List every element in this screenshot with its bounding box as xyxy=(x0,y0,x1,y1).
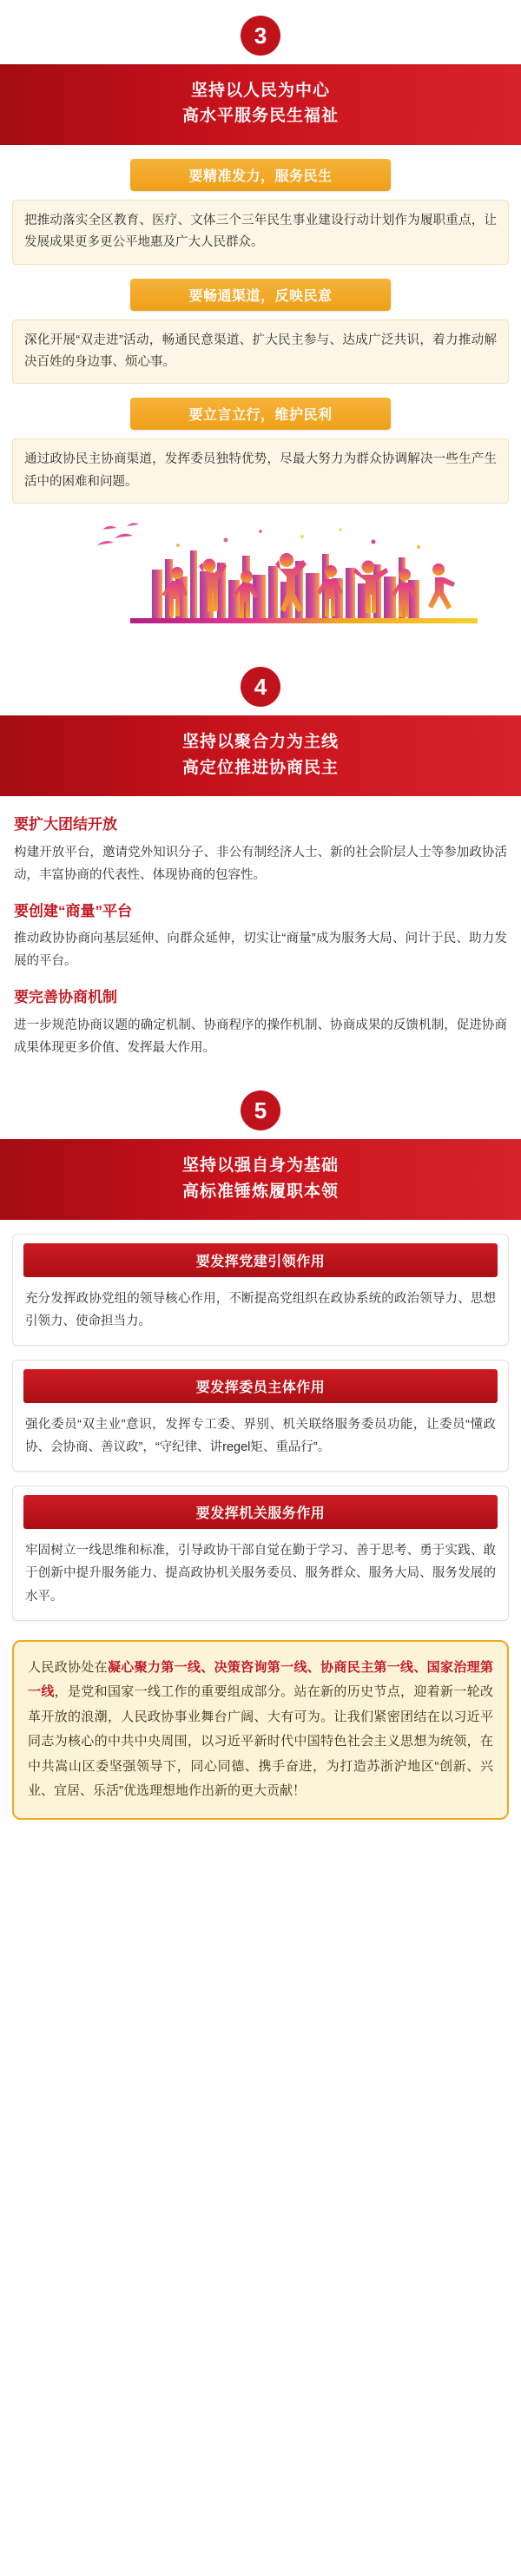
card-heading: 要发挥委员主体作用 xyxy=(23,1369,498,1403)
block-heading-pill: 要畅通渠道，反映民意 xyxy=(130,279,391,311)
people-celebrating-city-skyline-illustration xyxy=(0,516,521,646)
block-heading-pill: 要立言立行，维护民利 xyxy=(130,398,391,430)
section-banner xyxy=(0,1139,521,1220)
block-heading-pill: 要精准发力，服务民生 xyxy=(130,159,391,191)
block-text: 通过政协民主协商渠道，发挥委员独特优势，尽最大努力为群众协调解决一些生产生活中的困难和问题。 xyxy=(12,438,509,504)
section-3 xyxy=(0,0,521,646)
section-banner xyxy=(0,64,521,145)
block-text: 推动政协协商向基层延伸、向群众延伸，切实让“商量”成为服务大局、问计于民、助力发展的平台。 xyxy=(14,932,507,969)
closing-text-highlight: 凝心聚力第一线、决策咨询第一线、协商民主第一线、国家治理第一线 xyxy=(28,1659,493,1700)
spacer xyxy=(0,1059,521,1075)
block-text: 构建开放平台，邀请党外知识分子、非公有制经济人士、新的社会阶层人士等参加政协活动，丰富协商的代表性、体现协商的包容性。 xyxy=(14,845,507,882)
block-heading: 要扩大团结开放 xyxy=(14,816,117,833)
card-text: 牢固树立一线思维和标准，引导政协干部自觉在勤于学习、善于思考、勇于实践、敢于创新中提升服务能力、提高政协机关服务委员、服务群众、服务大局、服务发展的水平。 xyxy=(25,1544,496,1604)
section-number-wrap xyxy=(0,0,521,64)
content-card xyxy=(12,1486,509,1620)
card-heading: 要发挥机关服务作用 xyxy=(23,1495,498,1529)
closing-highlight-box xyxy=(12,1640,509,1820)
section-number-badge: 3 xyxy=(241,16,280,56)
section-5-body xyxy=(0,1234,521,1621)
closing-text-part-2: ，是党和国家一线工作的重要组成部分。站在新的历史节点，迎着新一轮改革开放的浪潮，人民政协事业舞台广阔、大有可为。让我们紧密团结在以习近平同志为核心的中共中央周围，以习近平新时代中国特色社会主义思想为统领，在中共嵩山区委坚强领导下，同心同德、携手奋进，为打造苏浙沪地区“创新、兴业、宜居、乐活”优选理想地作出新的更大贡献！ xyxy=(28,1684,493,1799)
section-3-body xyxy=(0,159,521,504)
card-text: 充分发挥政协党组的领导核心作用，不断提高党组织在政协系统的政治领导力、思想引领力、使命担当力。 xyxy=(25,1291,496,1329)
block-text: 深化开展“双走进”活动，畅通民意渠道、扩大民主参与、达成广泛共识，着力推动解决百姓的身边事、烦心事。 xyxy=(12,320,509,385)
block-text: 把推动落实全区教育、医疗、文体三个三年民生事业建设行动计划作为履职重点，让发展成果更多更公平地惠及广大人民群众。 xyxy=(12,200,509,265)
section-number-wrap xyxy=(0,1075,521,1139)
section-5 xyxy=(0,1075,521,1621)
block-heading: 要创建“商量”平台 xyxy=(14,902,132,919)
banner-line-2: 高水平服务民生福祉 xyxy=(181,107,339,126)
banner-line-2: 高标准锤炼履职本领 xyxy=(181,1182,339,1201)
banner-line-1: 坚持以聚合力为主线 xyxy=(181,733,339,752)
block-text: 进一步规范协商议题的确定机制、协商程序的操作机制、协商成果的反馈机制，促进协商成果体现更多价值、发挥最大作用。 xyxy=(14,1018,507,1055)
banner-line-1: 坚持以人民为中心 xyxy=(190,82,330,100)
section-number-badge: 4 xyxy=(241,667,280,707)
content-card xyxy=(12,1234,509,1346)
banner-line-2: 高定位推进协商民主 xyxy=(181,758,339,777)
card-text: 强化委员“双主业”意识，发挥专工委、界别、机关联络服务委员功能，让委员“懂政协、会协商、善议政”，“守纪律、讲regel矩、重品行”。 xyxy=(25,1418,496,1455)
block-heading: 要完善协商机制 xyxy=(14,989,117,1006)
closing-text-part-1: 人民政协处在 xyxy=(28,1659,108,1675)
content-card xyxy=(12,1360,509,1472)
section-4 xyxy=(0,651,521,1075)
banner-line-1: 坚持以强自身为基础 xyxy=(181,1156,339,1176)
section-number-wrap xyxy=(0,651,521,715)
card-heading: 要发挥党建引领作用 xyxy=(23,1243,498,1277)
section-banner xyxy=(0,715,521,796)
section-number-badge: 5 xyxy=(241,1090,280,1130)
section-4-body xyxy=(0,796,521,1059)
